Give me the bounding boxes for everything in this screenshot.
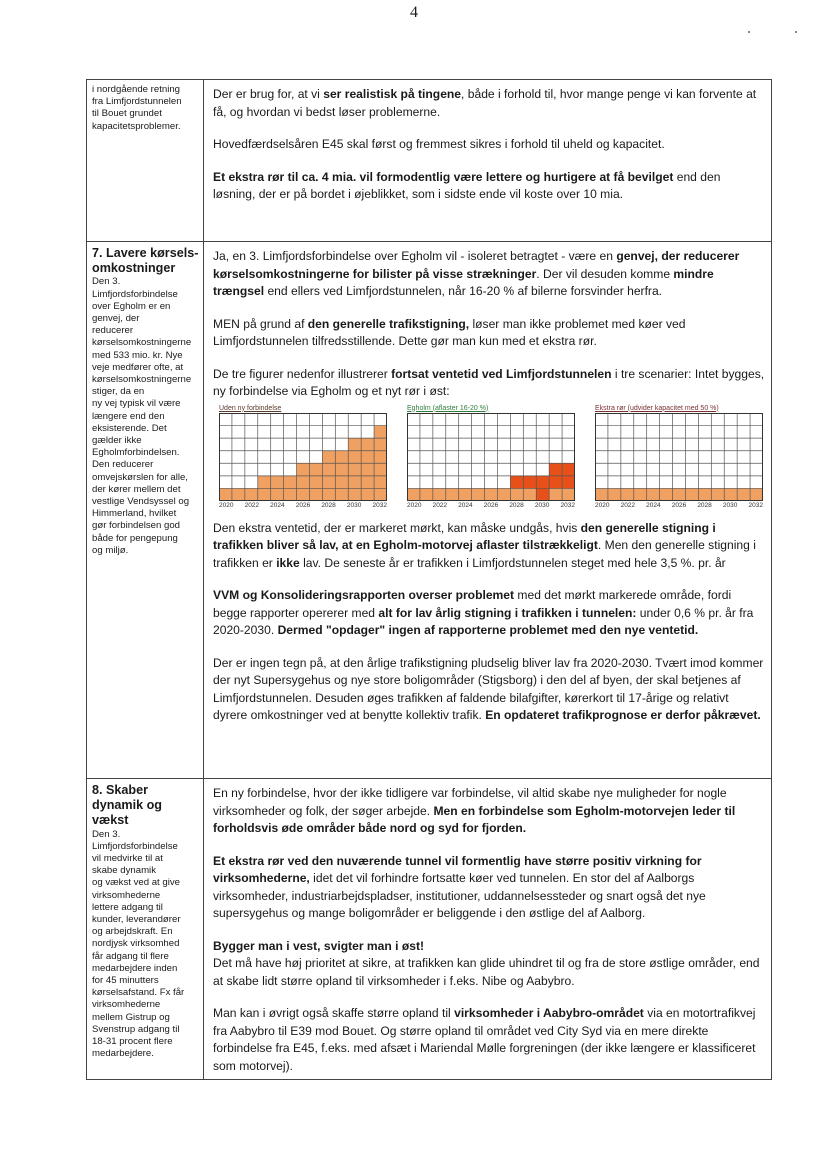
bold-span: Et ekstra rør ved den nuværende tunnel vil formentlig have større positiv virkning for virksomhederne, <box>213 853 702 885</box>
sidebar-line: til Bouet grundet <box>92 108 162 120</box>
waiting-bar <box>497 488 510 501</box>
tick-label: 2030 <box>346 501 362 509</box>
waiting-bar <box>348 438 361 501</box>
waiting-bar <box>219 488 232 501</box>
scan-speck <box>795 31 797 33</box>
heading-line: dynamik og vækst <box>92 798 162 828</box>
sidebar-line: reducerer <box>92 325 134 337</box>
sidebar-line: over Egholm er en <box>92 300 171 312</box>
text-span: Der er brug for, at vi <box>213 87 324 101</box>
tick-label: 2020 <box>219 501 234 509</box>
tick-label: 2026 <box>671 501 687 509</box>
body-paragraph <box>213 785 765 838</box>
sidebar-line: genvej, der <box>92 313 140 325</box>
waiting-bar <box>361 438 374 501</box>
tick-label: 2030 <box>722 501 738 509</box>
sidebar-line: får adgang til flere <box>92 950 169 962</box>
x-axis-ticks <box>407 501 575 510</box>
text-span: De tre figurer nedenfor illustrerer <box>213 366 392 381</box>
argument-table <box>86 79 772 1080</box>
bold-span: En opdateret trafikprognose er derfor påkrævet. <box>485 708 761 722</box>
sidebar-line: medarbejdere inden <box>92 962 178 974</box>
chart-svg <box>219 413 387 501</box>
text-span: MEN på grund af <box>213 316 308 331</box>
waiting-bar <box>549 488 562 501</box>
x-axis-ticks <box>219 501 387 510</box>
tick-label: 2020 <box>595 501 610 509</box>
sidebar-line: Svenstrup adgang til <box>92 1023 180 1035</box>
sidebar-line: og arbejdskraft. En <box>92 926 173 938</box>
bold-span: VVM og Konsolideringsrapporten overser problemet <box>213 588 515 602</box>
sidebar-text <box>92 276 200 557</box>
body-paragraph <box>213 938 765 991</box>
row-body <box>204 242 772 779</box>
row-sidebar <box>87 80 204 242</box>
tick-label: 2022 <box>244 501 260 509</box>
row-sidebar <box>87 779 204 1080</box>
bold-span: ser realistisk på tingene <box>323 87 462 101</box>
page-number: 4 <box>410 4 418 21</box>
sidebar-line: Limfjordsforbindelse <box>92 840 178 852</box>
sidebar-line: Limfjordsforbindelse <box>92 288 178 300</box>
bold-span: den generelle stigning i trafikken bliver så lav, at en Egholm-motorvej aflaster tilstrækkeligt <box>213 520 716 552</box>
bold-span: mindre trængsel <box>213 266 714 298</box>
table-row <box>87 80 772 242</box>
table-row <box>87 242 772 779</box>
chart-egholm <box>407 404 575 510</box>
sidebar-line: mellem Gistrup og <box>92 1011 170 1023</box>
chart-extra-tube <box>595 404 763 510</box>
chart-svg <box>595 413 763 501</box>
heading-line: 7. Lavere kørsels- <box>92 246 199 260</box>
plot-area <box>595 413 763 501</box>
text-span: med det mørkt markerede område, fordi begge rapporter opererer med <box>213 588 732 620</box>
waiting-bar <box>750 488 763 501</box>
scan-speck <box>748 31 750 33</box>
sidebar-line: og miljø. <box>92 544 129 556</box>
chart-title: Uden ny forbindelse <box>219 404 282 412</box>
bold-span: Bygger man i vest, svigter man i øst! <box>213 938 425 953</box>
section-heading <box>92 246 200 276</box>
sidebar-line: kørselsafstand. Fx får <box>92 987 185 999</box>
sidebar-line: virksomhederne <box>92 999 161 1011</box>
waiting-bar <box>634 488 647 501</box>
text-span: Ja, en 3. Limfjordsforbindelse over Egholm vil - isoleret betragtet - være en <box>213 249 617 263</box>
chart-no-connection <box>219 404 387 510</box>
tick-label: 2028 <box>509 501 524 509</box>
text-span: Den ekstra ventetid, der er markeret mørkt, kan måske undgås, hvis <box>213 520 581 535</box>
body-paragraph: Hovedfærdselsåren E45 skal først og fremmest sikres i forhold til uheld og kapacitet. <box>213 137 665 151</box>
waiting-bar <box>660 488 673 501</box>
sidebar-line: skabe dynamik <box>92 865 156 877</box>
sidebar-line: i nordgående retning <box>92 84 181 95</box>
tick-label: 2026 <box>483 501 499 509</box>
sidebar-line: vestlige Vendsyssel og <box>92 496 190 508</box>
body-paragraph <box>213 853 765 923</box>
sidebar-line: Den reducerer <box>92 459 154 471</box>
tick-label: 2028 <box>697 501 712 509</box>
section-heading <box>92 783 200 829</box>
text-span: idet det vil forhindre fortsatte køer ved tunnelen. En stor del af Aalborgs virksomheder, industriarbejdspladser, institutioner, uddannelsessteder og snart også det nye supersygehus og mange boligområder er beliggende i den østlige del af Aalborg. <box>213 871 706 920</box>
waiting-bar <box>510 488 523 501</box>
waiting-bar <box>724 488 737 501</box>
sidebar-line: for 45 minutters <box>92 975 159 987</box>
sidebar-text <box>92 829 200 1061</box>
waiting-bar <box>673 488 686 501</box>
sidebar-line: fra Limfjordstunnelen <box>92 96 182 108</box>
body-paragraph <box>213 655 765 725</box>
waiting-bar <box>595 488 608 501</box>
body-paragraph <box>213 169 765 204</box>
body-paragraph <box>213 248 765 301</box>
bold-span: Men en forbindelse som Egholm-motorvejen leder til forholdsvis øde områder både nord og syd for fjorden. <box>213 803 736 835</box>
row-body <box>204 80 772 242</box>
sidebar-line: stiger, da en <box>92 386 145 398</box>
waiting-bar <box>621 488 634 501</box>
extra-waiting-bar <box>523 475 536 488</box>
bold-span: den generelle trafikstigning, <box>307 316 470 331</box>
body-paragraph <box>213 587 765 640</box>
bold-span: ikke <box>276 555 300 570</box>
text-span: . Men den generelle stigning i trafikken er <box>213 538 756 570</box>
body-paragraph <box>213 1005 765 1075</box>
waiting-bar <box>232 488 245 501</box>
waiting-bar <box>407 488 420 501</box>
bold-span: Et ekstra rør til ca. 4 mia. vil formodentlig være lettere og hurtigere at få bevilget <box>213 169 674 184</box>
sidebar-line: med 533 mio. kr. Nye <box>92 349 183 361</box>
bold-span: virksomheder i Aabybro-området <box>454 1006 644 1020</box>
waiting-bar <box>711 488 724 501</box>
waiting-bar <box>608 488 621 501</box>
text-span: , både i forhold til, hvor mange penge vi kan forvente at få, og hvordan vi bedst løser problemerne. <box>213 87 757 119</box>
text-span: Man kan i øvrigt også skaffe større opland til <box>213 1006 455 1020</box>
bold-span: fortsat ventetid ved Limfjordstunnelen <box>391 366 612 381</box>
bold-span: alt for lav årlig stigning i trafikken i tunnelen: <box>378 605 637 620</box>
text-span: i tre scenarier: Intet bygges, ny forbindelse via Egholm og et nyt rør i øst: <box>213 366 765 398</box>
sidebar-line: gælder ikke <box>92 435 142 447</box>
waiting-bar <box>562 488 575 501</box>
sidebar-line: kørselsomkostningerne <box>92 337 192 349</box>
waiting-bar <box>245 488 258 501</box>
sidebar-line: ny vej typisk vil være <box>92 398 181 410</box>
sidebar-line: der kører mellem det <box>92 483 181 495</box>
tick-label: 2032 <box>748 501 763 509</box>
waiting-bar <box>459 488 472 501</box>
body-paragraph <box>213 366 765 401</box>
sidebar-line: eksisterende. Det <box>92 422 167 434</box>
body-paragraph <box>213 86 765 121</box>
tick-label: 2032 <box>372 501 387 509</box>
tick-label: 2028 <box>321 501 336 509</box>
tick-label: 2020 <box>407 501 422 509</box>
sidebar-line: kunder, leverandører <box>92 914 181 926</box>
text-span: via en motortrafikvej fra Aabybro til E39 mod Bouet. Og større opland til området ved City Syd via en mere direkte forbindelse fra E45, f.eks. med afsæt i Mariendal Mølle forgreningen (der ikke længere er klassificeret som motorvej). <box>213 1006 756 1073</box>
text-span: end den løsning, der er på bordet i øjeblikket, som i sidste ende vil koste over 10 mia. <box>213 169 721 201</box>
text-span: En ny forbindelse, hvor der ikke tidligere var forbindelse, vil altid skabe nye muligheder for nogle virksomheder og folk, der søger arbejde. <box>213 786 727 818</box>
sidebar-line: nordjysk virksomhed <box>92 938 180 950</box>
waiting-bar <box>420 488 433 501</box>
text-span: løser man ikke problemet med køer ved Limfjordstunnelen tilfredsstillende. Dette gør man kun med et ekstra rør. <box>213 316 686 348</box>
row-body <box>204 779 772 1080</box>
tick-label: 2030 <box>534 501 550 509</box>
row-sidebar <box>87 242 204 779</box>
sidebar-line: medarbejdere. <box>92 1048 154 1060</box>
waiting-bar <box>309 463 322 501</box>
tick-label: 2022 <box>620 501 636 509</box>
sidebar-line: Egholmforbindelsen. <box>92 447 180 459</box>
extra-waiting-bar <box>510 475 523 488</box>
sidebar-line: længere end den <box>92 410 165 422</box>
waiting-bar <box>698 488 711 501</box>
text-span: end ellers ved Limfjordstunnelen, når 16-20 % af bilerne forsvinder herfra. <box>264 284 663 298</box>
sidebar-line: kørselsomkostningerne <box>92 374 192 386</box>
x-axis-ticks <box>595 501 763 510</box>
tick-label: 2032 <box>560 501 575 509</box>
body-paragraph <box>213 316 765 351</box>
bold-span: Dermed "opdager" ingen af rapporterne problemet med den nye ventetid. <box>277 623 699 637</box>
tick-label: 2022 <box>432 501 448 509</box>
sidebar-line: veje medfører ofte, at <box>92 361 184 373</box>
sidebar-line: virksomhederne <box>92 889 161 901</box>
sidebar-line: gør forbindelsen god <box>92 520 180 532</box>
table-row <box>87 779 772 1080</box>
text-span: Der er ingen tegn på, at den årlige trafikstigning pludselig bliver lav fra 2020-2030. Tvært imod kommer der nyt Supersygehus og nye store boligområder (Stigsborg) i den del af byen, der skal betjenes af Limfjordstunnelen. Desuden øges trafikken af faldende bilafgifter, kørerkort til 17-årige og relativt dyrere omkostninger ved at benytte kollektiv trafik. <box>213 655 764 722</box>
text-span: . Der vil desuden komme <box>536 266 674 281</box>
tick-label: 2024 <box>646 501 661 509</box>
sidebar-line: vil medvirke til at <box>92 853 163 865</box>
sidebar-line: 18-31 procent flere <box>92 1036 173 1048</box>
tick-label: 2026 <box>295 501 311 509</box>
waiting-bar <box>737 488 750 501</box>
bold-span: genvej, der reducerer kørselsomkostningerne for bilister på visse strækninger <box>213 249 740 281</box>
chart-title: Ekstra rør (udvider kapacitet med 50 %) <box>595 404 719 412</box>
sidebar-line: Den 3. <box>92 828 121 840</box>
heading-line: omkostninger <box>92 261 176 276</box>
sidebar-line: lettere adgang til <box>92 901 163 913</box>
chart-title: Egholm (aflaster 16-20 %) <box>407 404 489 412</box>
sidebar-line: omvejskørslen for alle, <box>92 471 188 483</box>
waiting-bar <box>647 488 660 501</box>
body-paragraph <box>213 520 765 573</box>
sidebar-line: både for pengepung <box>92 532 178 544</box>
text-span: Det må have høj prioritet at sikre, at trafikken kan glide uhindret til og fra de store østlige områder, end at skabe lidt større opland til virksomheder i f.eks. Nibe og Aabybro. <box>213 956 760 988</box>
waiting-bar <box>433 488 446 501</box>
text-span: under 0,6 % pr. år fra 2020-2030. <box>213 605 754 637</box>
waiting-bar <box>485 488 498 501</box>
sidebar-line: og vækst ved at give <box>92 877 180 889</box>
waiting-bar <box>297 463 310 501</box>
heading-line: 8. Skaber <box>92 783 149 797</box>
waiting-bar <box>523 488 536 501</box>
sidebar-line: Den 3. <box>92 276 121 288</box>
text-span: lav. De seneste år er trafikken i Limfjordstunnelen steget med hele 3,5 %. pr. år <box>299 555 726 570</box>
sidebar-text <box>92 84 200 133</box>
waiting-time-charts <box>219 404 763 510</box>
chart-svg <box>407 413 575 501</box>
waiting-bar <box>685 488 698 501</box>
tick-label: 2024 <box>270 501 285 509</box>
tick-label: 2024 <box>458 501 473 509</box>
waiting-bar <box>472 488 485 501</box>
sidebar-line: Himmerland, hvilket <box>92 508 177 520</box>
sidebar-line: kapacitetsproblemer. <box>92 120 181 132</box>
waiting-bar <box>446 488 459 501</box>
